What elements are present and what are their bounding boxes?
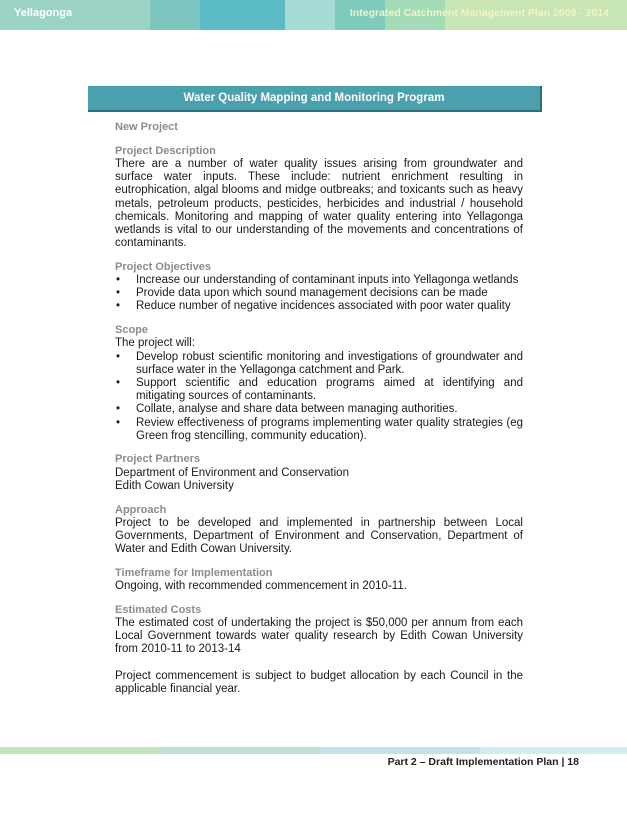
list-item [115, 403, 523, 416]
list-item-text: Develop robust scientific monitoring and investigations of groundwater and surface water in the Yellagonga catchment and Park. [136, 350, 523, 376]
footer-page-label: Part 2 – Draft Implementation Plan | 18 [387, 756, 579, 768]
scope-intro: The project will: [115, 337, 195, 350]
scope-section [115, 324, 523, 443]
costs-note: Project commencement is subject to budget allocation by each Council in the applicable financial year. [115, 669, 523, 695]
list-item-text: Increase our understanding of contaminant inputs into Yellagonga wetlands [136, 274, 519, 287]
list-item [115, 300, 523, 313]
timeframe-section [115, 567, 523, 593]
header-segment [200, 0, 285, 30]
page-title: Water Quality Mapping and Monitoring Program [88, 86, 542, 112]
costs-text: The estimated cost of undertaking the project is $50,000 per annum from each Local Government towards water quality research by Edith Cowan University from 2010-11 to 2013-14 [115, 617, 523, 656]
bullet-icon: • [116, 416, 121, 429]
footer-segment [160, 747, 320, 754]
footer-segment [320, 747, 480, 754]
partner-name: Edith Cowan University [115, 479, 234, 492]
list-item-text: Provide data upon which sound management decisions can be made [136, 287, 488, 300]
partner-name: Department of Environment and Conservation [115, 466, 349, 479]
footer-color-band [0, 747, 627, 754]
list-item [115, 287, 523, 300]
bullet-icon: • [116, 287, 121, 300]
objectives-heading: Project Objectives [115, 260, 211, 273]
list-item-text: Support scientific and education programs aimed at identifying and mitigating sources of contaminants. [136, 376, 523, 403]
project-type-heading: New Project [115, 121, 178, 133]
list-item [115, 377, 523, 403]
description-text: There are a number of water quality issues arising from groundwater and surface water inputs. These include: nutrient enrichment resulting in eutrophication, algal blooms and midge outbreaks; and toxicants such as heavy metals, petroleum products, pesticides, herbicides and industrial / household chemicals. Monitoring and mapping of water quality entering into Yellagonga wetlands is vital to our understanding of the movements and concentrations of contaminants. [115, 157, 523, 250]
bullet-icon: • [116, 274, 121, 287]
bullet-icon: • [116, 403, 121, 416]
bullet-icon: • [116, 376, 121, 389]
approach-text: Project to be developed and implemented in partnership between Local Governments, Department of Environment and Conservation, Department of Water and Edith Cowan University. [115, 516, 523, 556]
content [115, 121, 523, 696]
approach-section [115, 504, 523, 557]
list-item [115, 351, 523, 377]
approach-heading: Approach [115, 503, 167, 516]
footer-segment [0, 747, 160, 754]
timeframe-text: Ongoing, with recommended commencement in 2010-11. [115, 580, 407, 593]
scope-list [115, 351, 523, 443]
scope-heading: Scope [115, 324, 149, 337]
timeframe-heading: Timeframe for Implementation [115, 566, 273, 579]
costs-heading: Estimated Costs [115, 603, 202, 616]
footer-segment [480, 747, 627, 754]
list-item [115, 274, 523, 287]
description-heading: Project Description [115, 144, 216, 157]
partners-section [115, 453, 523, 493]
header-segment [150, 0, 200, 30]
header-document-title: Integrated Catchment Management Plan 2009 - 2014 [349, 7, 609, 19]
list-item [115, 417, 523, 443]
header-brand: Yellagonga [14, 7, 73, 19]
partners-heading: Project Partners [115, 453, 200, 466]
objectives-section [115, 261, 523, 314]
description-section [115, 145, 523, 251]
list-item-text: Reduce number of negative incidences associated with poor water quality [136, 300, 511, 313]
costs-section [115, 604, 523, 696]
bullet-icon: • [116, 350, 121, 363]
header-segment [285, 0, 335, 30]
list-item-text: Collate, analyse and share data between managing authorities. [136, 403, 458, 416]
objectives-list [115, 274, 523, 314]
bullet-icon: • [116, 300, 121, 313]
list-item-text: Review effectiveness of programs implementing water quality strategies (eg Green frog stencilling, community education). [136, 416, 523, 442]
